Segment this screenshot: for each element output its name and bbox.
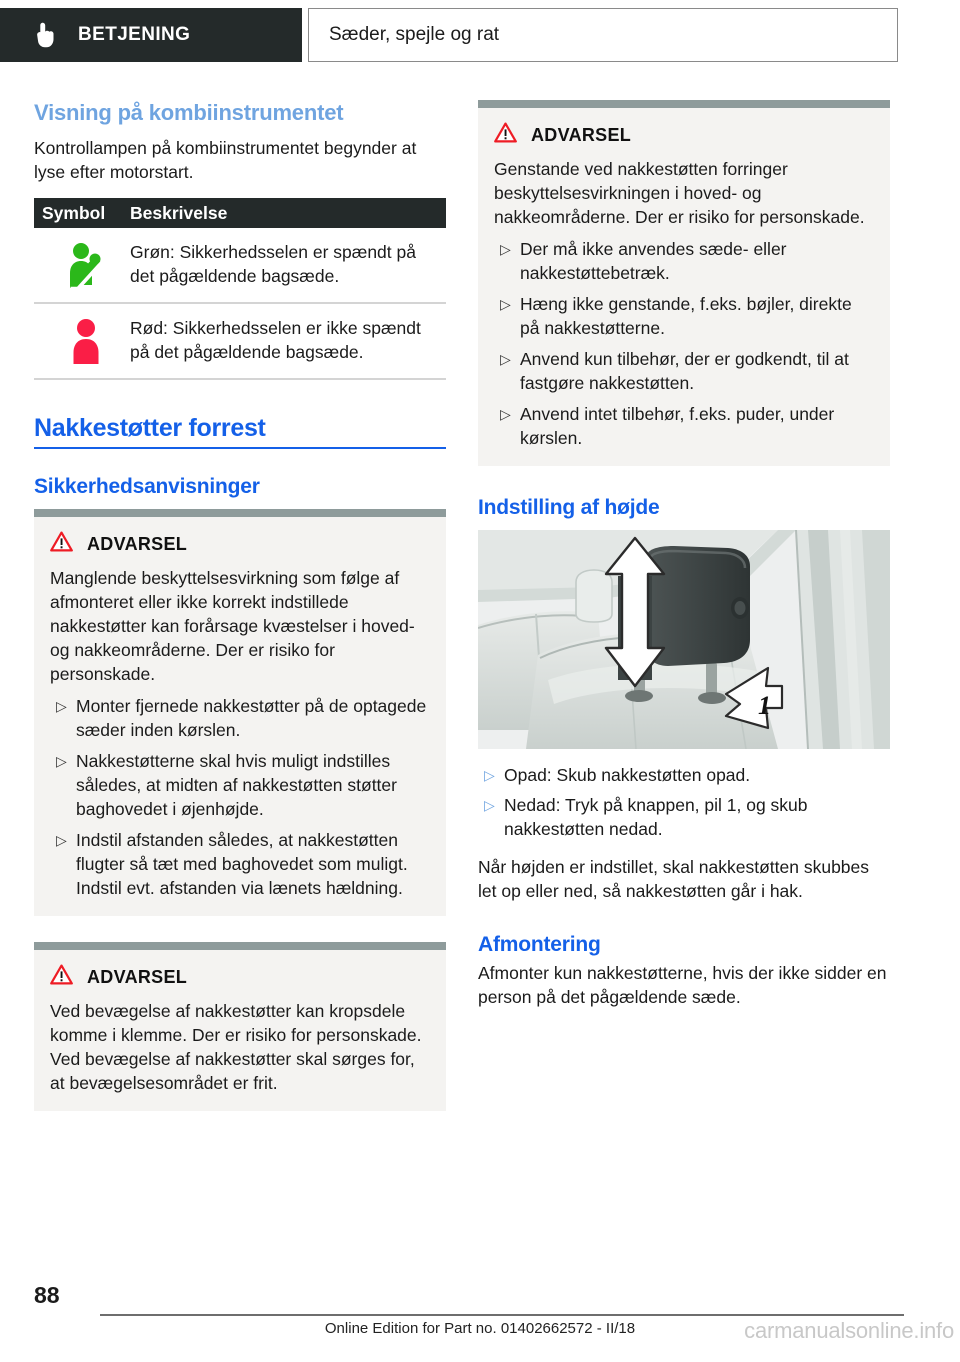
intro-paragraph: Kontrollampen på kombiinstrumentet begynder at lyse efter motorstart.: [34, 138, 417, 182]
warning-body-text: Manglende beskyttelsesvirkning som følge af afmonteret eller ikke korrekt indstillede nakkestøtter kan forårsage kvæstelser i hoved- og nakkeområderne. Der er risiko for personskade.: [50, 568, 415, 684]
person-no-seatbelt-icon: [42, 316, 130, 366]
page-header: [0, 8, 960, 62]
triangle-bullet-icon: ▷: [484, 767, 495, 783]
breadcrumb[interactable]: [308, 8, 898, 62]
warning-title: [494, 122, 874, 148]
header-chapter-label: BETJENING: [78, 24, 191, 45]
warning-box-topbar: [478, 100, 890, 108]
pointing-hand-icon: [34, 22, 56, 48]
warning-triangle-icon: [50, 531, 73, 557]
warning-bullet-list: [494, 237, 874, 450]
footer-edition-note: Online Edition for Part no. 01402662572 - II/18: [324, 1320, 636, 1337]
list-item: [50, 694, 430, 742]
header-chapter-tab[interactable]: [0, 8, 302, 62]
right-column: [478, 100, 890, 1009]
subheading-sikkerhedsanvisninger: Sikkerhedsanvisninger: [34, 475, 260, 498]
triangle-bullet-icon: ▷: [500, 351, 511, 367]
symbol-table: [34, 198, 446, 380]
site-watermark: carmanualsonline.info: [744, 1318, 954, 1343]
table-row: [34, 228, 446, 304]
column-header-symbol: Symbol: [42, 202, 106, 223]
triangle-bullet-icon: ▷: [56, 832, 67, 848]
warning-body-text: Ved bevægelse af nakkestøtter kan kropsdele komme i klemme. Der er risiko for personskade. Ved bevægelse af nakkestøtter skal sørges for, at bevægelsesområdet er frit.: [50, 1001, 422, 1093]
list-item-label: Nedad: Tryk på knappen, pil 1, og skub nakkestøtten nedad.: [504, 795, 808, 839]
height-adjust-bullet-list: [478, 763, 890, 841]
list-item: [494, 292, 874, 340]
subheading-indstilling-af-hojde: Indstilling af højde: [478, 496, 660, 519]
section-heading-kombiinstrument: Visning på kombiinstrumentet: [34, 100, 344, 125]
warning-box: [478, 100, 890, 466]
warning-title: [50, 531, 430, 557]
triangle-bullet-icon: ▷: [56, 698, 67, 714]
list-item-label: Opad: Skub nakkestøtten opad.: [504, 765, 751, 785]
column-header-description: Beskrivelse: [130, 202, 228, 223]
list-item-label: Anvend kun tilbehør, der er godkendt, til at fastgøre nakkestøtten.: [520, 349, 849, 393]
page-footer: [0, 1272, 960, 1362]
list-item: [50, 828, 430, 900]
list-item: [494, 237, 874, 285]
list-item-label: Nakkestøtterne skal hvis muligt indstilles således, at midten af nakkestøtten støtter baghovedet i øjenhøjde.: [76, 751, 397, 819]
triangle-bullet-icon: ▷: [500, 241, 511, 257]
removal-paragraph: Afmonter kun nakkestøtterne, hvis der ikke sidder en person på det pågældende sæde.: [478, 963, 887, 1007]
headrest-height-adjustment-illustration: [478, 530, 890, 749]
list-item: [478, 793, 890, 841]
warning-title-label: ADVARSEL: [87, 966, 188, 987]
left-column: [34, 100, 446, 1111]
list-item: [494, 347, 874, 395]
seatbelt-fastened-person-icon: [42, 240, 130, 290]
triangle-bullet-icon: ▷: [500, 296, 511, 312]
warning-title-label: ADVARSEL: [531, 124, 632, 145]
warning-title: [50, 964, 430, 990]
list-item-label: Der må ikke anvendes sæde- eller nakkestøttebetræk.: [520, 239, 787, 283]
svg-text:1: 1: [758, 691, 771, 720]
table-cell-description: Rød: Sikkerhedsselen er ikke spændt på det pågældende bagsæde.: [130, 318, 421, 362]
warning-triangle-icon: [50, 964, 73, 990]
footer-divider: [100, 1314, 904, 1316]
warning-box: [34, 942, 446, 1111]
height-note-paragraph: Når højden er indstillet, skal nakkestøtten skubbes let op eller ned, så nakkestøtten går i hak.: [478, 857, 870, 901]
breadcrumb-label: Sæder, spejle og rat: [329, 24, 500, 45]
list-item: [494, 402, 874, 450]
triangle-bullet-icon: ▷: [56, 753, 67, 769]
warning-title-label: ADVARSEL: [87, 533, 188, 554]
list-item-label: Monter fjernede nakkestøtter på de optagede sæder inden kørslen.: [76, 696, 427, 740]
warning-triangle-icon: [494, 122, 517, 148]
list-item-label: Hæng ikke genstande, f.eks. bøjler, direkte på nakkestøtterne.: [520, 294, 852, 338]
warning-box-topbar: [34, 509, 446, 517]
table-row: [34, 304, 446, 380]
warning-body-text: Genstande ved nakkestøtten forringer beskyttelsesvirkningen i hoved- og nakkeområderne. Der er risiko for personskade.: [494, 159, 865, 227]
subheading-afmontering: Afmontering: [478, 933, 601, 956]
table-cell-description: Grøn: Sikkerhedsselen er spændt på det pågældende bagsæde.: [130, 242, 416, 286]
list-item-label: Anvend intet tilbehør, f.eks. puder, under kørslen.: [520, 404, 835, 448]
page-number: 88: [34, 1282, 60, 1308]
list-item: [478, 763, 890, 787]
list-item-label: Indstil afstanden således, at nakkestøtten flugter så tæt med baghovedet som muligt. Indstil evt. afstanden via lænets hældning.: [76, 830, 408, 898]
triangle-bullet-icon: ▷: [500, 406, 511, 422]
warning-box-topbar: [34, 942, 446, 950]
list-item: [50, 749, 430, 821]
section-heading-nakkestotter: Nakkestøtter forrest: [34, 414, 446, 449]
warning-bullet-list: [50, 694, 430, 900]
symbol-table-header: [34, 198, 446, 228]
triangle-bullet-icon: ▷: [484, 797, 495, 813]
warning-box: [34, 509, 446, 916]
